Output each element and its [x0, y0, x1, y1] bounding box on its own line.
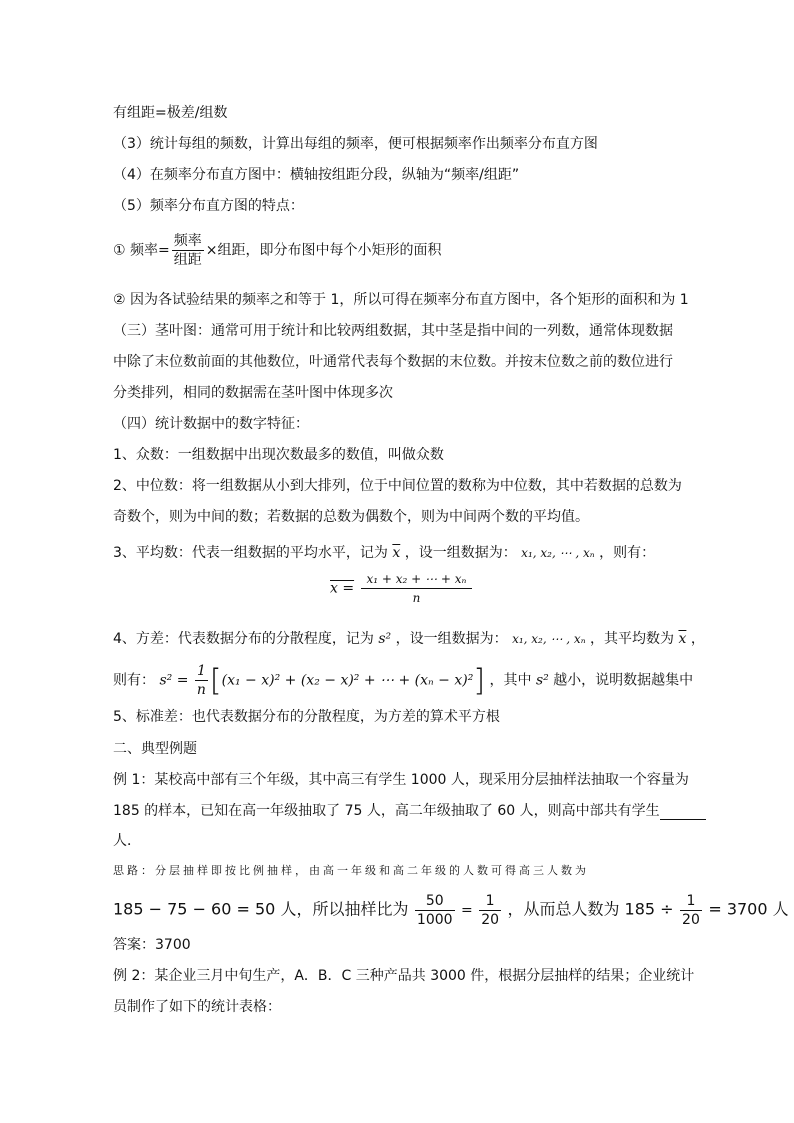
denominator: n [196, 682, 206, 698]
text-fragment: ，设一组数据为： [395, 631, 508, 647]
text-fragment: 越小，说明数据越集中 [553, 672, 694, 689]
solution-thought: 思路：分层抽样即按比例抽样，由高一年级和高二年级的人数可得高三人数为 [113, 864, 589, 877]
text-line: 人． [113, 833, 141, 849]
fraction [415, 892, 455, 929]
text-line: 例 2：某企业三月中旬生产，A．B．C 三种产品共 3000 件，根据分层抽样的结果；企业统计 [113, 968, 695, 984]
fraction [479, 892, 501, 929]
text-line: 例 1：某校高中部有三个年级，其中高三有学生 1000 人，现采用分层抽样法抽取一个容量为 [113, 772, 689, 788]
frequency-formula-line [113, 232, 441, 269]
data-list: x₁, x₂, ⋯ , xₙ [521, 546, 595, 560]
variance-body: (x₁ − x)² + (x₂ − x)² + ⋯ + (xₙ − x)² [221, 672, 474, 689]
denominator: 20 [682, 912, 700, 928]
text-fragment: = 3700 人 [708, 899, 789, 919]
text-line: （5）频率分布直方图的特点： [113, 198, 304, 214]
example1-line [113, 802, 706, 820]
xbar-symbol: $\overline{x}$ [678, 631, 687, 647]
denominator: n [412, 591, 421, 605]
fraction [680, 892, 702, 929]
text-fragment: 185 − 75 − 60 = 50 人，所以抽样比为 [113, 899, 409, 919]
text-fragment: ，其平均数为 [590, 631, 675, 647]
solution-calc-line [113, 892, 789, 929]
equals-sign: = [461, 902, 473, 919]
variance-symbol: s² [378, 631, 392, 647]
text-fragment: 4、方差：代表数据分布的分散程度，记为 [113, 631, 374, 647]
text-fragment: ，则有： [599, 545, 656, 561]
text-line: 中除了末位数前面的其他数位，叶通常代表每个数据的末位数。并按末位数之前的数位进行 [113, 354, 673, 370]
numerator: 1 [680, 892, 702, 911]
text-fragment: 185 的样本，已知在高一年级抽取了 75 人，高二年级抽取了 60 人，则高中部共有学生 [113, 803, 660, 819]
one-over-n [195, 662, 208, 699]
answer-line: 答案：3700 [113, 937, 191, 953]
text-line: 1、众数：一组数据中出现次数最多的数值，叫做众数 [113, 447, 444, 463]
text-line: （三）茎叶图：通常可用于统计和比较两组数据，其中茎是指中间的一列数，通常体现数据 [113, 323, 673, 339]
fraction [172, 232, 204, 269]
text-line: 5、标准差：也代表数据分布的分散程度，为方差的算术平方根 [113, 709, 500, 725]
numerator: 1 [195, 662, 208, 681]
denominator: 20 [481, 912, 500, 928]
text-line: 有组距=极差/组数 [113, 105, 228, 121]
section-heading: （四）统计数据中的数字特征： [113, 416, 309, 432]
text-line: 分类排列，相同的数据需在茎叶图中体现多次 [113, 385, 393, 401]
text-fragment: ，设一组数据为： [404, 545, 517, 561]
text-fragment: 则有： [113, 672, 155, 689]
numerator: x₁ + x₂ + ⋯ + xₙ [361, 570, 473, 589]
denominator: 1000 [416, 912, 453, 928]
mean-lhs: x = [330, 580, 355, 597]
mean-intro-line [113, 544, 655, 562]
text-line: （4）在频率分布直方图中：横轴按组距分段，纵轴为“频率/组距” [113, 167, 520, 183]
text-fragment: ，其中 [489, 672, 532, 689]
text-line: 员制作了如下的统计表格： [113, 999, 281, 1015]
section-heading: 二、典型例题 [113, 741, 197, 757]
text-line: （3）统计每组的频数，计算出每组的频率，便可根据频率作出频率分布直方图 [113, 136, 598, 152]
variance-symbol: s² [535, 672, 549, 689]
numerator: 50 [415, 892, 455, 911]
mean-fraction [361, 570, 473, 607]
text-fragment: 3、平均数：代表一组数据的平均水平，记为 [113, 545, 388, 561]
numerator: 频率 [173, 233, 202, 249]
variance-lhs: s² = [159, 672, 189, 689]
answer-blank [660, 805, 706, 820]
text-fragment: ×组距，即分布图中每个小矩形的面积 [205, 242, 442, 259]
xbar-symbol: $\overline{x}$ [392, 545, 401, 561]
text-line: ② 因为各试验结果的频率之和等于 1，所以可得在频率分布直方图中，各个矩形的面积和为 1 [113, 292, 689, 308]
text-line: 奇数个，则为中间的数；若数据的总数为偶数个，则为中间两个数的平均值。 [113, 509, 589, 525]
variance-intro-line: 4、方差：代表数据分布的分散程度，记为 s² ，设一组数据为： x₁, x₂, ⋯ , xₙ ，其平均数为 $\overline{x}$ ， [113, 631, 705, 647]
variance-formula-line: 则有： s² = $\frac{1}{n}$ [(x₁ − x)² + (x₂ − x)² + ⋯ + (xₙ − x)²] ，其中 s² 越小，说明数据越集中 [113, 663, 694, 699]
numerator: 1 [479, 892, 501, 911]
mean-formula [330, 570, 474, 607]
text-fragment: ① 频率= [113, 242, 170, 259]
text-fragment: ，从而总人数为 185 ÷ [507, 899, 674, 919]
text-line: 2、中位数：将一组数据从小到大排列，位于中间位置的数称为中位数，其中若数据的总数为 [113, 478, 682, 494]
data-list: x₁, x₂, ⋯ , xₙ [512, 632, 586, 646]
denominator: 组距 [173, 252, 202, 268]
